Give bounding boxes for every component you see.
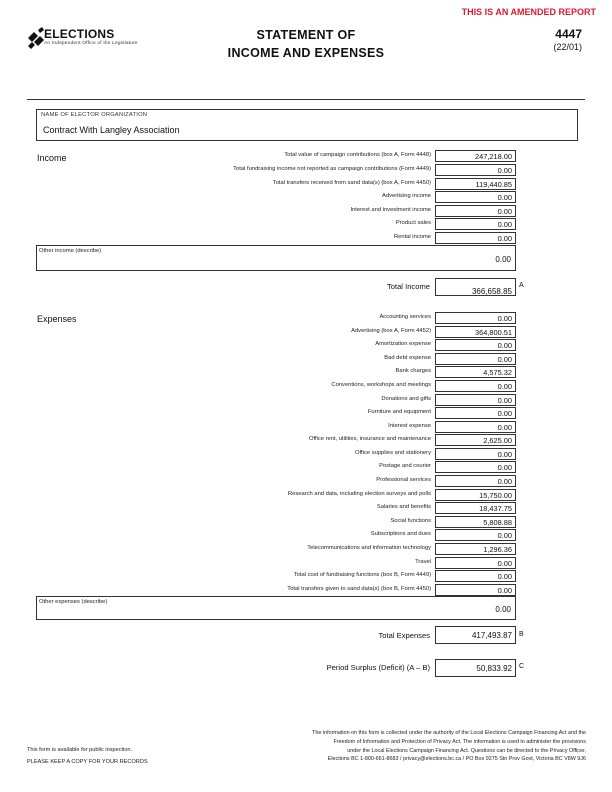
expense-row-value[interactable]: 0.00 <box>435 570 516 582</box>
header-divider <box>27 99 585 100</box>
organization-name-box[interactable] <box>36 109 578 141</box>
total-expenses-letter: B <box>519 631 524 638</box>
expense-row-label: Office supplies and stationery <box>355 450 431 456</box>
expense-row-value[interactable]: 0.00 <box>435 584 516 596</box>
income-row-label: Product sales <box>395 220 431 226</box>
keep-copy-note: PLEASE KEEP A COPY FOR YOUR RECORDS <box>27 759 148 765</box>
income-row-label: Total transfers received from sand data(s) (box A, Form 4450) <box>272 180 431 186</box>
expense-row-value[interactable]: 364,800.51 <box>435 326 516 338</box>
expense-row-value[interactable]: 0.00 <box>435 557 516 569</box>
expense-row-label: Bank charges <box>395 368 431 374</box>
page-title <box>206 26 406 62</box>
other-expenses-box[interactable] <box>36 596 516 620</box>
title-line-2: INCOME AND EXPENSES <box>227 46 385 60</box>
privacy-notice-line: Elections BC 1-800-661-8683 / privacy@elections.bc.ca / PO Box 9275 Stn Prov Govt, Victoria BC V8W 9J6 <box>327 756 586 763</box>
total-income-label: Total Income <box>386 282 430 291</box>
form-version: (22/01) <box>553 42 582 52</box>
expense-row-value[interactable]: 5,808.88 <box>435 516 516 528</box>
expense-row-value[interactable]: 0.00 <box>435 461 516 473</box>
organization-name-value: Contract With Langley Association <box>43 125 180 135</box>
income-row-value[interactable]: 119,440.85 <box>435 178 516 190</box>
amended-report-notice: THIS IS AN AMENDED REPORT <box>461 7 596 17</box>
other-income-value: 0.00 <box>495 255 511 264</box>
total-income-letter: A <box>519 282 524 289</box>
expense-row-label: Total cost of fundraising functions (box B, Form 4449) <box>293 572 431 578</box>
expense-row-value[interactable]: 1,296.36 <box>435 543 516 555</box>
public-inspection-note: This form is available for public inspection. <box>27 747 133 753</box>
privacy-notice <box>240 729 586 764</box>
income-row-value[interactable]: 0.00 <box>435 191 516 203</box>
other-income-box[interactable] <box>36 245 516 271</box>
surplus-letter: C <box>519 663 525 670</box>
expense-row-label: Social functions <box>390 518 431 524</box>
other-income-label: Other income (describe) <box>39 248 102 254</box>
expense-row-value[interactable]: 0.00 <box>435 407 516 419</box>
expense-row-value[interactable]: 0.00 <box>435 339 516 351</box>
expense-row-value[interactable]: 0.00 <box>435 475 516 487</box>
expense-row-label: Conventions, workshops and meetings <box>331 382 431 388</box>
expense-row-label: Furniture and equipment <box>367 409 431 415</box>
income-row-label: Total value of campaign contributions (box A, Form 4448) <box>284 152 431 158</box>
income-row-value[interactable]: 0.00 <box>435 164 516 176</box>
total-expenses-label: Total Expenses <box>378 631 430 640</box>
expense-row-label: Professional services <box>376 477 431 483</box>
surplus-label: Period Surplus (Deficit) (A – B) <box>326 663 430 672</box>
income-row-label: Rental income <box>393 234 431 240</box>
expense-row-label: Telecommunications and information technology <box>307 545 431 551</box>
title-line-1: STATEMENT OF <box>256 28 356 42</box>
income-heading: Income <box>37 153 67 163</box>
expense-row-label: Advertising (box A, Form 4452) <box>351 328 431 334</box>
privacy-notice-line: under the Local Elections Campaign Financing Act. Questions can be directed to the Privacy Officer, <box>347 747 586 754</box>
expense-row-label: Bad debt expense <box>384 355 431 361</box>
total-income-value[interactable]: 366,658.85 <box>435 278 516 296</box>
expense-row-value[interactable]: 0.00 <box>435 380 516 392</box>
income-row-value[interactable]: 0.00 <box>435 218 516 230</box>
income-row-value[interactable]: 0.00 <box>435 205 516 217</box>
expense-row-label: Subscriptions and dues <box>370 531 431 537</box>
expense-row-value[interactable]: 15,750.00 <box>435 489 516 501</box>
income-row-label: Interest and investment income <box>350 207 431 213</box>
other-expenses-value: 0.00 <box>495 605 511 614</box>
expense-row-label: Accounting services <box>379 314 431 320</box>
total-expenses-value[interactable]: 417,493.87 <box>435 626 516 644</box>
expense-row-value[interactable]: 0.00 <box>435 529 516 541</box>
logo-wordmark: ELECTIONS <box>44 27 115 41</box>
expense-row-label: Amortization expense <box>375 341 431 347</box>
privacy-notice-line: Freedom of Information and Protection of Privacy Act. The information is used to administer the provisions <box>333 738 586 745</box>
logo-subtitle: An Independent Office of the Legislature <box>44 41 138 46</box>
expense-row-label: Travel <box>415 559 431 565</box>
expense-row-label: Office rent, utilities, insurance and maintenance <box>308 436 431 442</box>
privacy-notice-line: The information on this form is collected under the authority of the Local Elections Campaign Financing Act and the <box>312 730 586 736</box>
expenses-heading: Expenses <box>37 314 77 324</box>
income-row-label: Advertising income <box>382 193 431 199</box>
organization-name-label: NAME OF ELECTOR ORGANIZATION <box>41 112 148 118</box>
expense-row-label: Salaries and benefits <box>376 504 431 510</box>
expense-row-value[interactable]: 4,575.32 <box>435 366 516 378</box>
expense-row-label: Donations and gifts <box>381 396 431 402</box>
expense-row-label: Research and data, including election surveys and polls <box>287 491 431 497</box>
expense-row-value[interactable]: 0.00 <box>435 353 516 365</box>
expense-row-label: Total transfers given to sand data(s) (box B, Form 4450) <box>287 586 431 592</box>
income-row-value[interactable]: 0.00 <box>435 232 516 244</box>
income-row-label: Total fundraising income not reported as campaign contributions (Form 4449) <box>233 166 431 172</box>
expense-row-value[interactable]: 2,625.00 <box>435 434 516 446</box>
surplus-value[interactable]: 50,833.92 <box>435 659 516 677</box>
income-row-value[interactable]: 247,218.00 <box>435 150 516 162</box>
form-number: 4447 <box>555 27 582 41</box>
expense-row-value[interactable]: 18,437.75 <box>435 502 516 514</box>
expense-row-value[interactable]: 0.00 <box>435 448 516 460</box>
other-expenses-label: Other expenses (describe) <box>39 599 108 605</box>
expense-row-label: Postage and courier <box>379 463 431 469</box>
expense-row-value[interactable]: 0.00 <box>435 421 516 433</box>
expense-row-label: Interest expense <box>388 423 431 429</box>
expense-row-value[interactable]: 0.00 <box>435 394 516 406</box>
expense-row-value[interactable]: 0.00 <box>435 312 516 324</box>
